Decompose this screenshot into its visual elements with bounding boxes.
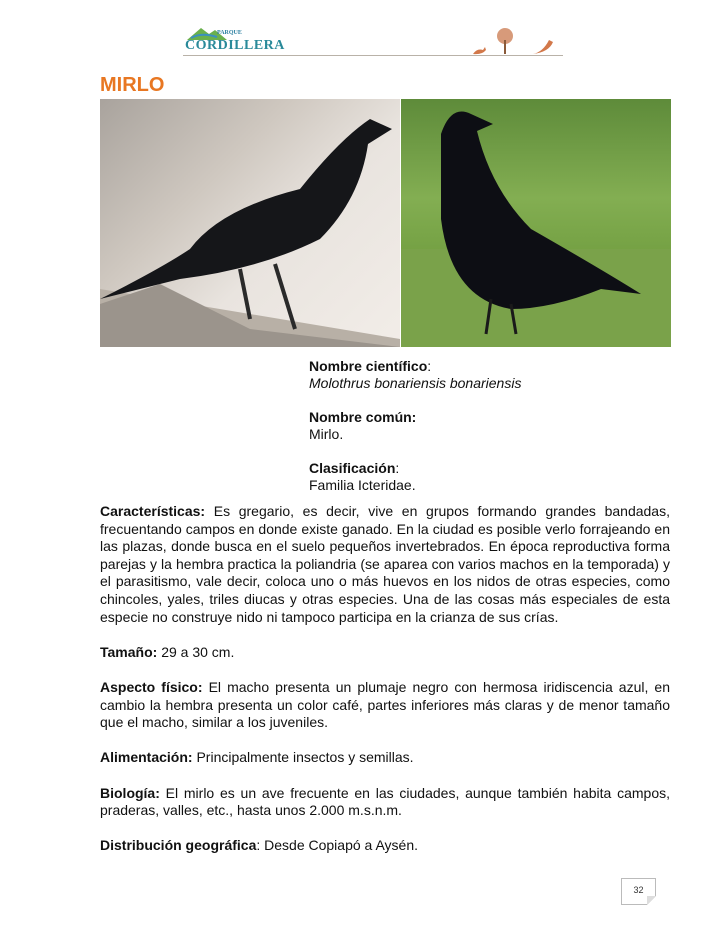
header-divider [183, 55, 563, 56]
section-text: El mirlo es un ave frecuente en las ciudades, aunque también habita campos, praderas, valles, etc., hasta unos 2.000 m.s.n.m. [100, 784, 670, 819]
section-label: Aspecto físico: [100, 678, 203, 695]
section-label: Alimentación: [100, 749, 193, 766]
section-text: 29 a 30 cm. [157, 643, 235, 660]
section-caracteristicas [100, 503, 670, 626]
page-number: 32 [621, 878, 656, 905]
classification-value: Familia Icteridae. [309, 477, 416, 493]
logo-text: CORDILLERA [185, 38, 285, 53]
bird-photo-perched [100, 99, 400, 347]
section-label: Tamaño: [100, 643, 158, 660]
description-body [100, 503, 670, 872]
section-label: Distribución geográfica [100, 837, 257, 854]
logo-subtitle: PARQUE [217, 30, 242, 36]
section-biologia [100, 785, 670, 820]
scientific-name-label: Nombre científico [309, 358, 428, 374]
section-text: Es gregario, es decir, vive en grupos formando grandes bandadas, frecuentando campos en donde existe ganado. En la ciudad es posible verlo forrajeando en las plazas, donde busca en el suelo pequeños invertebrados. En época reproductiva forma parejas y la hembra practica la poliandria (se aparea con varios machos en la temporada) y el parasitismo, vale decir, coloca uno o más huevos en los nidos de otras especies, como chincoles, yales, triles diucas y otras especies. Una de las cosas más especiales de esta especie no construye nido ni tampoco participa en la crianza de sus crías. [100, 503, 670, 625]
bird-photo-grass [401, 99, 671, 347]
section-aspecto [100, 679, 670, 732]
common-name-label: Nombre común: [309, 409, 417, 425]
section-text: El macho presenta un plumaje negro con hermosa iridiscencia azul, en cambio la hembra presenta un color café, partes inferiores más claras y de menor tamaño que el macho, similar a los juveniles. [100, 678, 670, 731]
section-tamano [100, 644, 670, 662]
section-alimentacion [100, 749, 670, 767]
common-name-value: Mirlo. [309, 426, 344, 442]
section-label: Características: [100, 503, 206, 519]
species-info: Nombre científico: Molothrus bonariensis bonariensis Nombre común: Mirlo. Clasificación: Familia Icteridae. [309, 358, 522, 493]
fauna-illustration-icon [473, 26, 563, 56]
page-title: MIRLO [100, 74, 165, 96]
page-header [183, 24, 563, 60]
scientific-name-value: Molothrus bonariensis bonariensis [309, 375, 522, 391]
section-text: Principalmente insectos y semillas. [192, 749, 414, 766]
section-label: Biología: [100, 784, 160, 801]
classification-label: Clasificación [309, 460, 396, 476]
section-distribucion [100, 837, 670, 855]
section-text: : Desde Copiapó a Aysén. [256, 837, 418, 854]
